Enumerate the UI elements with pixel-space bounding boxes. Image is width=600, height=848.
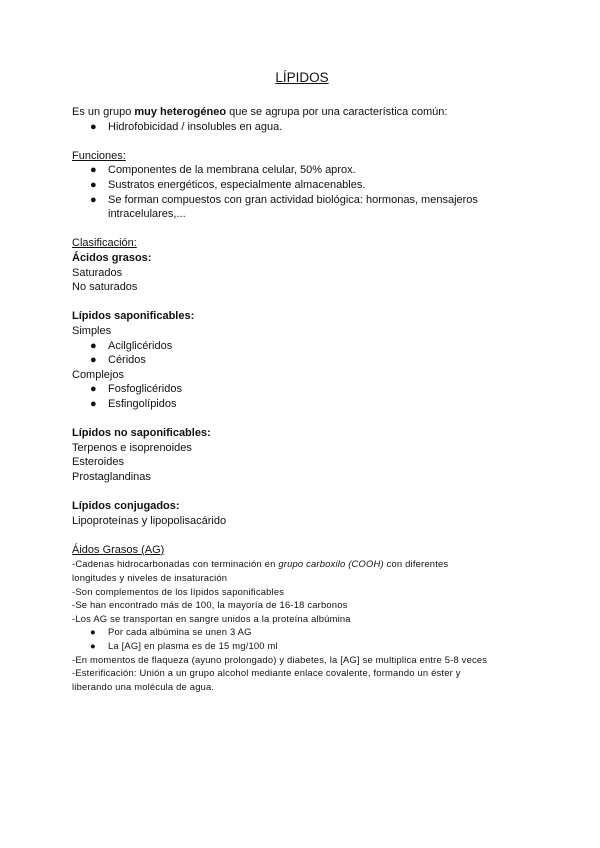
bullet-icon: ● — [90, 626, 96, 638]
list-item-text: intracelulares,... — [108, 208, 186, 221]
bullet-icon: ● — [90, 178, 97, 191]
italic-span: grupo carboxilo (COOH) — [278, 558, 384, 570]
saponificables-title: Lípidos saponificables: — [72, 310, 195, 323]
clasificacion-heading: Clasificación: — [72, 237, 137, 250]
list-item — [72, 339, 532, 354]
list-item-text: Sustratos energéticos, especialmente almacenables. — [108, 178, 366, 191]
list-item — [72, 639, 532, 653]
list-item — [72, 163, 532, 178]
list-item — [72, 353, 532, 368]
list-item — [72, 625, 532, 639]
list-item-text: Acilglicéridos — [108, 339, 173, 352]
list-item — [72, 397, 532, 412]
text-line: liberando una molécula de agua. — [72, 680, 215, 692]
text-line: Saturados — [72, 266, 123, 279]
list-item-text: La [AG] en plasma es de 15 mg/100 ml — [108, 639, 278, 651]
list-item-text: Se forman compuestos con gran actividad biológica: hormonas, mensajeros — [108, 193, 478, 206]
list-item-text: Por cada albúmina se unen 3 AG — [108, 626, 252, 638]
list-item-text: Componentes de la membrana celular, 50% aprox. — [108, 164, 356, 177]
list-item — [72, 120, 532, 135]
text-line: Prostaglandinas — [72, 470, 151, 483]
bullet-icon: ● — [90, 164, 97, 177]
text-line: -Son complementos de los lípidos saponificables — [72, 585, 285, 597]
text-line: longitudes y niveles de insaturación — [72, 572, 228, 583]
ag-heading: Áidos Grasos (AG) — [72, 543, 165, 556]
list-item — [72, 382, 532, 397]
list-item-continuation — [72, 207, 532, 222]
no-saponificables-title: Lípidos no saponificables: — [72, 427, 211, 440]
complejos-list — [72, 382, 532, 411]
bullet-icon: ● — [90, 639, 96, 651]
list-item — [72, 193, 532, 208]
text-span: -Cadenas hidrocarbonadas con terminación en — [72, 558, 279, 570]
text-line: -Esterificación: Unión a un grupo alcohol mediante enlace covalente, formando un éster y — [72, 667, 461, 679]
bullet-icon: ● — [90, 193, 97, 206]
text-line: No saturados — [72, 281, 138, 294]
text-line: -Los AG se transportan en sangre unidos a la proteína albúmina — [72, 612, 351, 624]
document-page — [72, 70, 532, 693]
list-item — [72, 178, 532, 193]
intro-suffix: que se agrupa por una característica común: — [226, 106, 448, 118]
list-item-text: Esfingolípidos — [108, 397, 177, 410]
text-span: con diferentes — [383, 558, 449, 570]
text-line: Simples — [72, 324, 112, 337]
intro-text — [72, 105, 532, 120]
acidos-grasos-title: Ácidos grasos: — [72, 251, 152, 264]
list-item-text: Céridos — [108, 354, 146, 367]
text-line: Terpenos e isoprenoides — [72, 441, 192, 454]
intro-bold: muy heterogéneo — [134, 106, 227, 118]
bullet-icon: ● — [90, 339, 97, 352]
text-line — [72, 557, 532, 571]
bullet-icon: ● — [90, 383, 97, 396]
text-line: Complejos — [72, 368, 124, 381]
intro-prefix: Es un grupo — [72, 106, 135, 118]
simples-list — [72, 339, 532, 368]
bullet-icon: ● — [90, 120, 97, 133]
conjugados-title: Lípidos conjugados: — [72, 500, 180, 513]
intro-list — [72, 120, 532, 135]
ag-list — [72, 625, 532, 652]
page-title: LÍPIDOS — [275, 70, 329, 85]
list-item-text: Hidrofobicidad / insolubles en agua. — [108, 120, 283, 133]
bullet-icon: ● — [90, 354, 97, 367]
text-line: -En momentos de flaqueza (ayuno prolongado) y diabetes, la [AG] se multiplica entre 5-8 veces — [72, 653, 488, 665]
funciones-list — [72, 163, 532, 221]
funciones-heading: Funciones: — [72, 149, 126, 162]
list-item-text: Fosfoglicéridos — [108, 383, 182, 396]
text-line: Esteroides — [72, 456, 124, 469]
bullet-icon: ● — [90, 397, 97, 410]
text-line: -Se han encontrado más de 100, la mayoría de 16-18 carbonos — [72, 599, 348, 611]
text-line: Lipoproteínas y lipopolisacárido — [72, 514, 227, 527]
